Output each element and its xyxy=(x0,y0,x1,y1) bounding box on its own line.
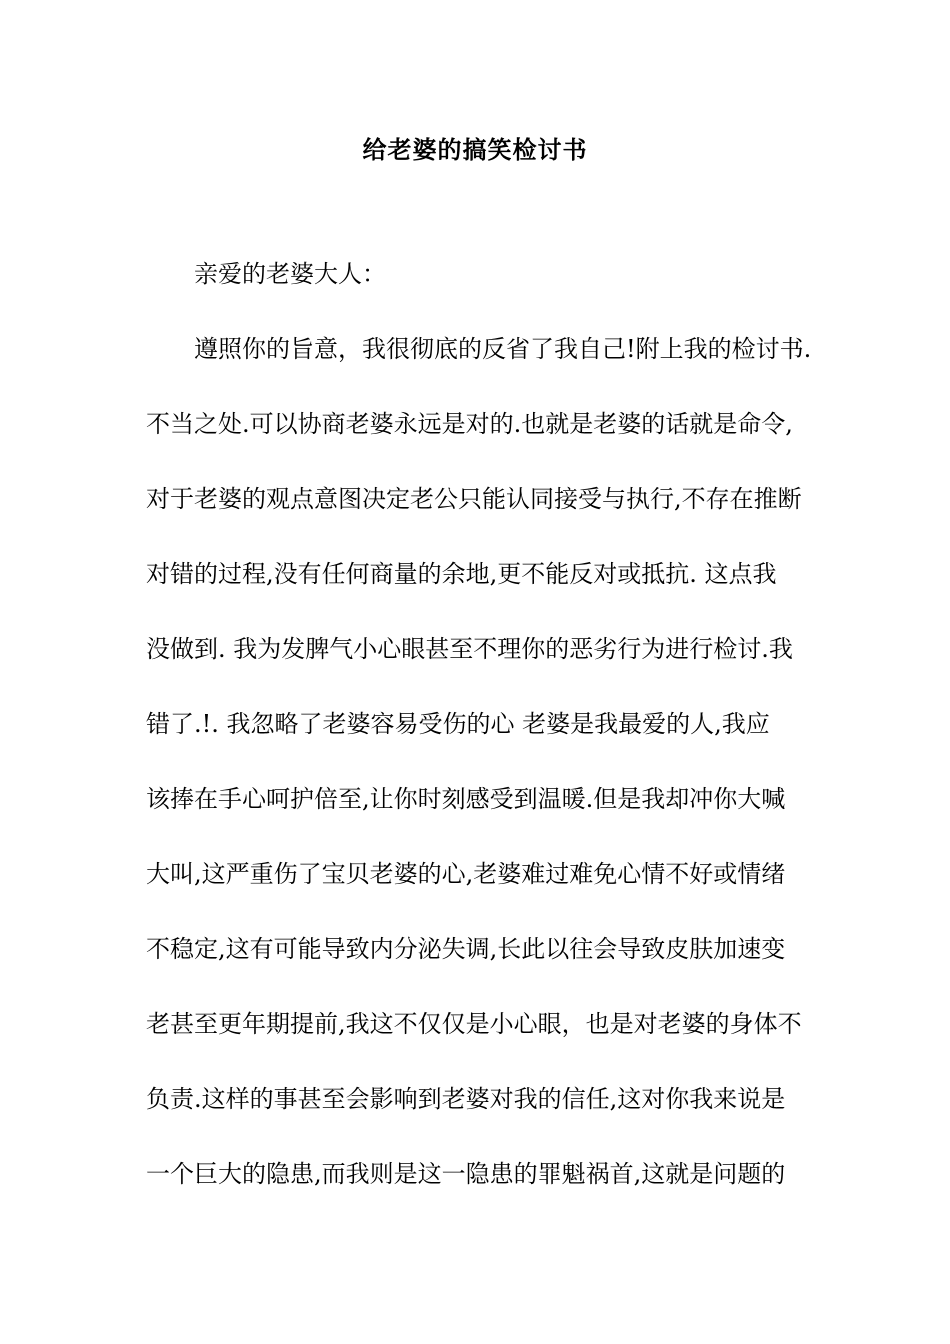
body-line: 错了.!. 我忽略了老婆容易受伤的心 老婆是我最爱的人,我应 xyxy=(146,710,770,738)
salutation: 亲爱的老婆大人： xyxy=(194,260,386,288)
body-line: 大叫,这严重伤了宝贝老婆的心,老婆难过难免心情不好或情绪 xyxy=(146,860,786,888)
body-line: 没做到. 我为发脾气小心眼甚至不理你的恶劣行为进行检讨.我 xyxy=(146,635,793,663)
body-line: 不当之处.可以协商老婆永远是对的.也就是老婆的话就是命令, xyxy=(146,410,793,438)
body-line: 该捧在手心呵护倍至,让你时刻感受到温暖.但是我却冲你大喊 xyxy=(146,785,786,813)
body-line: 老甚至更年期提前,我这不仅仅是小心眼，也是对老婆的身体不 xyxy=(146,1010,802,1038)
body-line: 负责.这样的事甚至会影响到老婆对我的信任,这对你我来说是 xyxy=(146,1085,786,1113)
body-line: 对于老婆的观点意图决定老公只能认同接受与执行,不存在推断 xyxy=(146,485,802,513)
body-line: 对错的过程,没有任何商量的余地,更不能反对或抵抗. 这点我 xyxy=(146,560,777,588)
body-line: 一个巨大的隐患,而我则是这一隐患的罪魁祸首,这就是问题的 xyxy=(146,1160,786,1188)
body-line: 不稳定,这有可能导致内分泌失调,长此以往会导致皮肤加速变 xyxy=(146,935,786,963)
document-title: 给老婆的搞笑检讨书 xyxy=(362,135,588,164)
body-line: 遵照你的旨意，我很彻底的反省了我自己!附上我的检讨书. xyxy=(194,335,811,363)
